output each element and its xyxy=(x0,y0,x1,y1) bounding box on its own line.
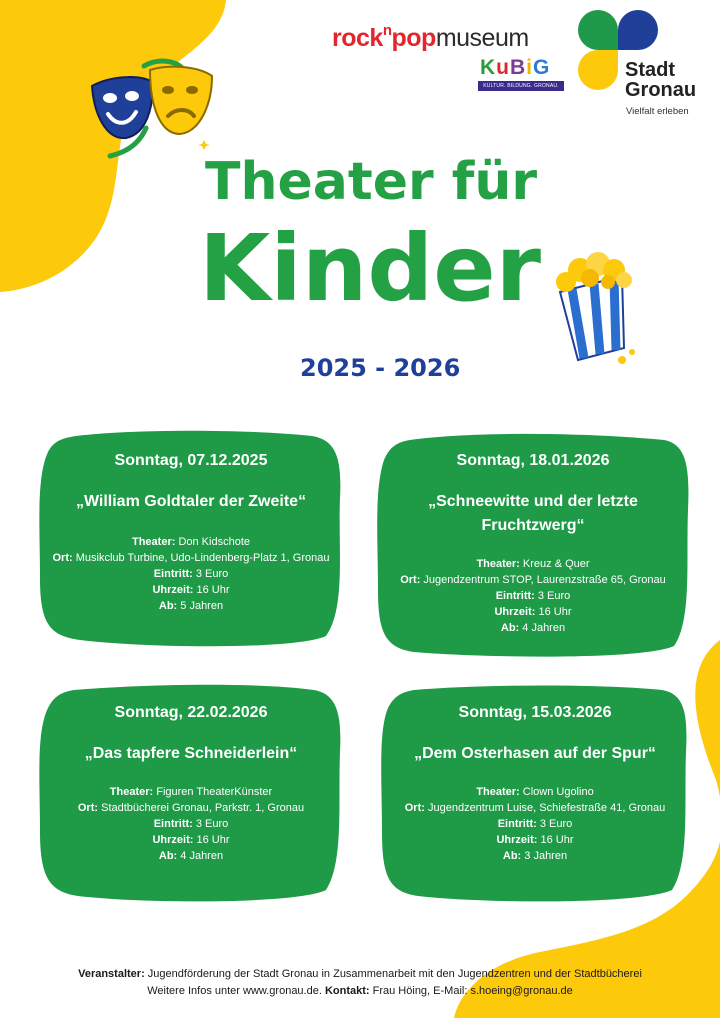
stadt-gronau-tagline: Vielfalt erleben xyxy=(626,106,689,117)
event-venue: Ort: Jugendzentrum STOP, Laurenzstraße 65, Gronau xyxy=(400,574,666,586)
popcorn-icon xyxy=(552,248,638,368)
event-theater: Theater: Kreuz & Quer xyxy=(476,558,590,570)
event-card-1 xyxy=(36,428,346,650)
event-age: Ab: 3 Jahren xyxy=(502,850,568,862)
event-theater: Theater: Figuren TheaterKünster xyxy=(109,786,273,798)
event-venue: Ort: Jugendzentrum Luise, Schiefestraße 41, Gronau xyxy=(404,802,666,814)
event-venue: Ort: Musikclub Turbine, Udo-Lindenberg-Platz 1, Gronau xyxy=(52,552,330,564)
event-date: Sonntag, 18.01.2026 xyxy=(456,452,610,469)
event-card-4 xyxy=(378,682,692,904)
event-title: „Dem Osterhasen auf der Spur“ xyxy=(414,745,656,762)
event-title: „William Goldtaler der Zweite“ xyxy=(75,493,307,510)
theater-masks-icon xyxy=(88,56,218,166)
event-card-3 xyxy=(36,682,346,904)
event-fee: Eintritt: 3 Euro xyxy=(153,818,229,830)
event-fee: Eintritt: 3 Euro xyxy=(153,568,229,580)
event-date: Sonntag, 22.02.2026 xyxy=(114,704,268,721)
event-age: Ab: 5 Jahren xyxy=(158,600,224,612)
event-time: Uhrzeit: 16 Uhr xyxy=(152,834,230,846)
event-age: Ab: 4 Jahren xyxy=(500,622,566,634)
event-theater: Theater: Clown Ugolino xyxy=(476,786,594,798)
event-time: Uhrzeit: 16 Uhr xyxy=(494,606,572,618)
event-fee: Eintritt: 3 Euro xyxy=(497,818,573,830)
event-date: Sonntag, 07.12.2025 xyxy=(114,452,268,469)
stadt-gronau-logo-text: Stadt Gronau xyxy=(625,59,697,101)
footer-organizer: Veranstalter: Jugendförderung der Stadt Gronau in Zusammenarbeit mit den Jugendzentren und der Stadtbücherei xyxy=(78,968,642,980)
season-label: 2025 - 2026 xyxy=(300,354,461,382)
event-title: „Schneewitte und der letzte Fruchtzwerg“ xyxy=(428,493,638,534)
event-date: Sonntag, 15.03.2026 xyxy=(458,704,612,721)
page-title-line-1: Theater für xyxy=(205,152,538,212)
event-fee: Eintritt: 3 Euro xyxy=(495,590,571,602)
event-age: Ab: 4 Jahren xyxy=(158,850,224,862)
event-venue: Ort: Stadtbücherei Gronau, Parkstr. 1, Gronau xyxy=(77,802,305,814)
event-theater: Theater: Don Kidschote xyxy=(131,536,250,548)
page-title-line-2: Kinder xyxy=(199,215,541,322)
event-time: Uhrzeit: 16 Uhr xyxy=(152,584,230,596)
event-title: „Das tapfere Schneiderlein“ xyxy=(84,745,298,762)
rocknpopmuseum-logo: rock$^n$popmuseum xyxy=(332,22,529,52)
footer-contact: Weitere Infos unter www.gronau.de. Kontakt: Frau Höing, E-Mail: s.hoeing@gronau.de xyxy=(147,985,573,997)
event-time: Uhrzeit: 16 Uhr xyxy=(496,834,574,846)
kubig-logo: KuBiG KULTUR. BILDUNG. GRONAU. xyxy=(478,60,564,90)
event-card-2 xyxy=(374,430,692,662)
footer xyxy=(0,966,720,1000)
